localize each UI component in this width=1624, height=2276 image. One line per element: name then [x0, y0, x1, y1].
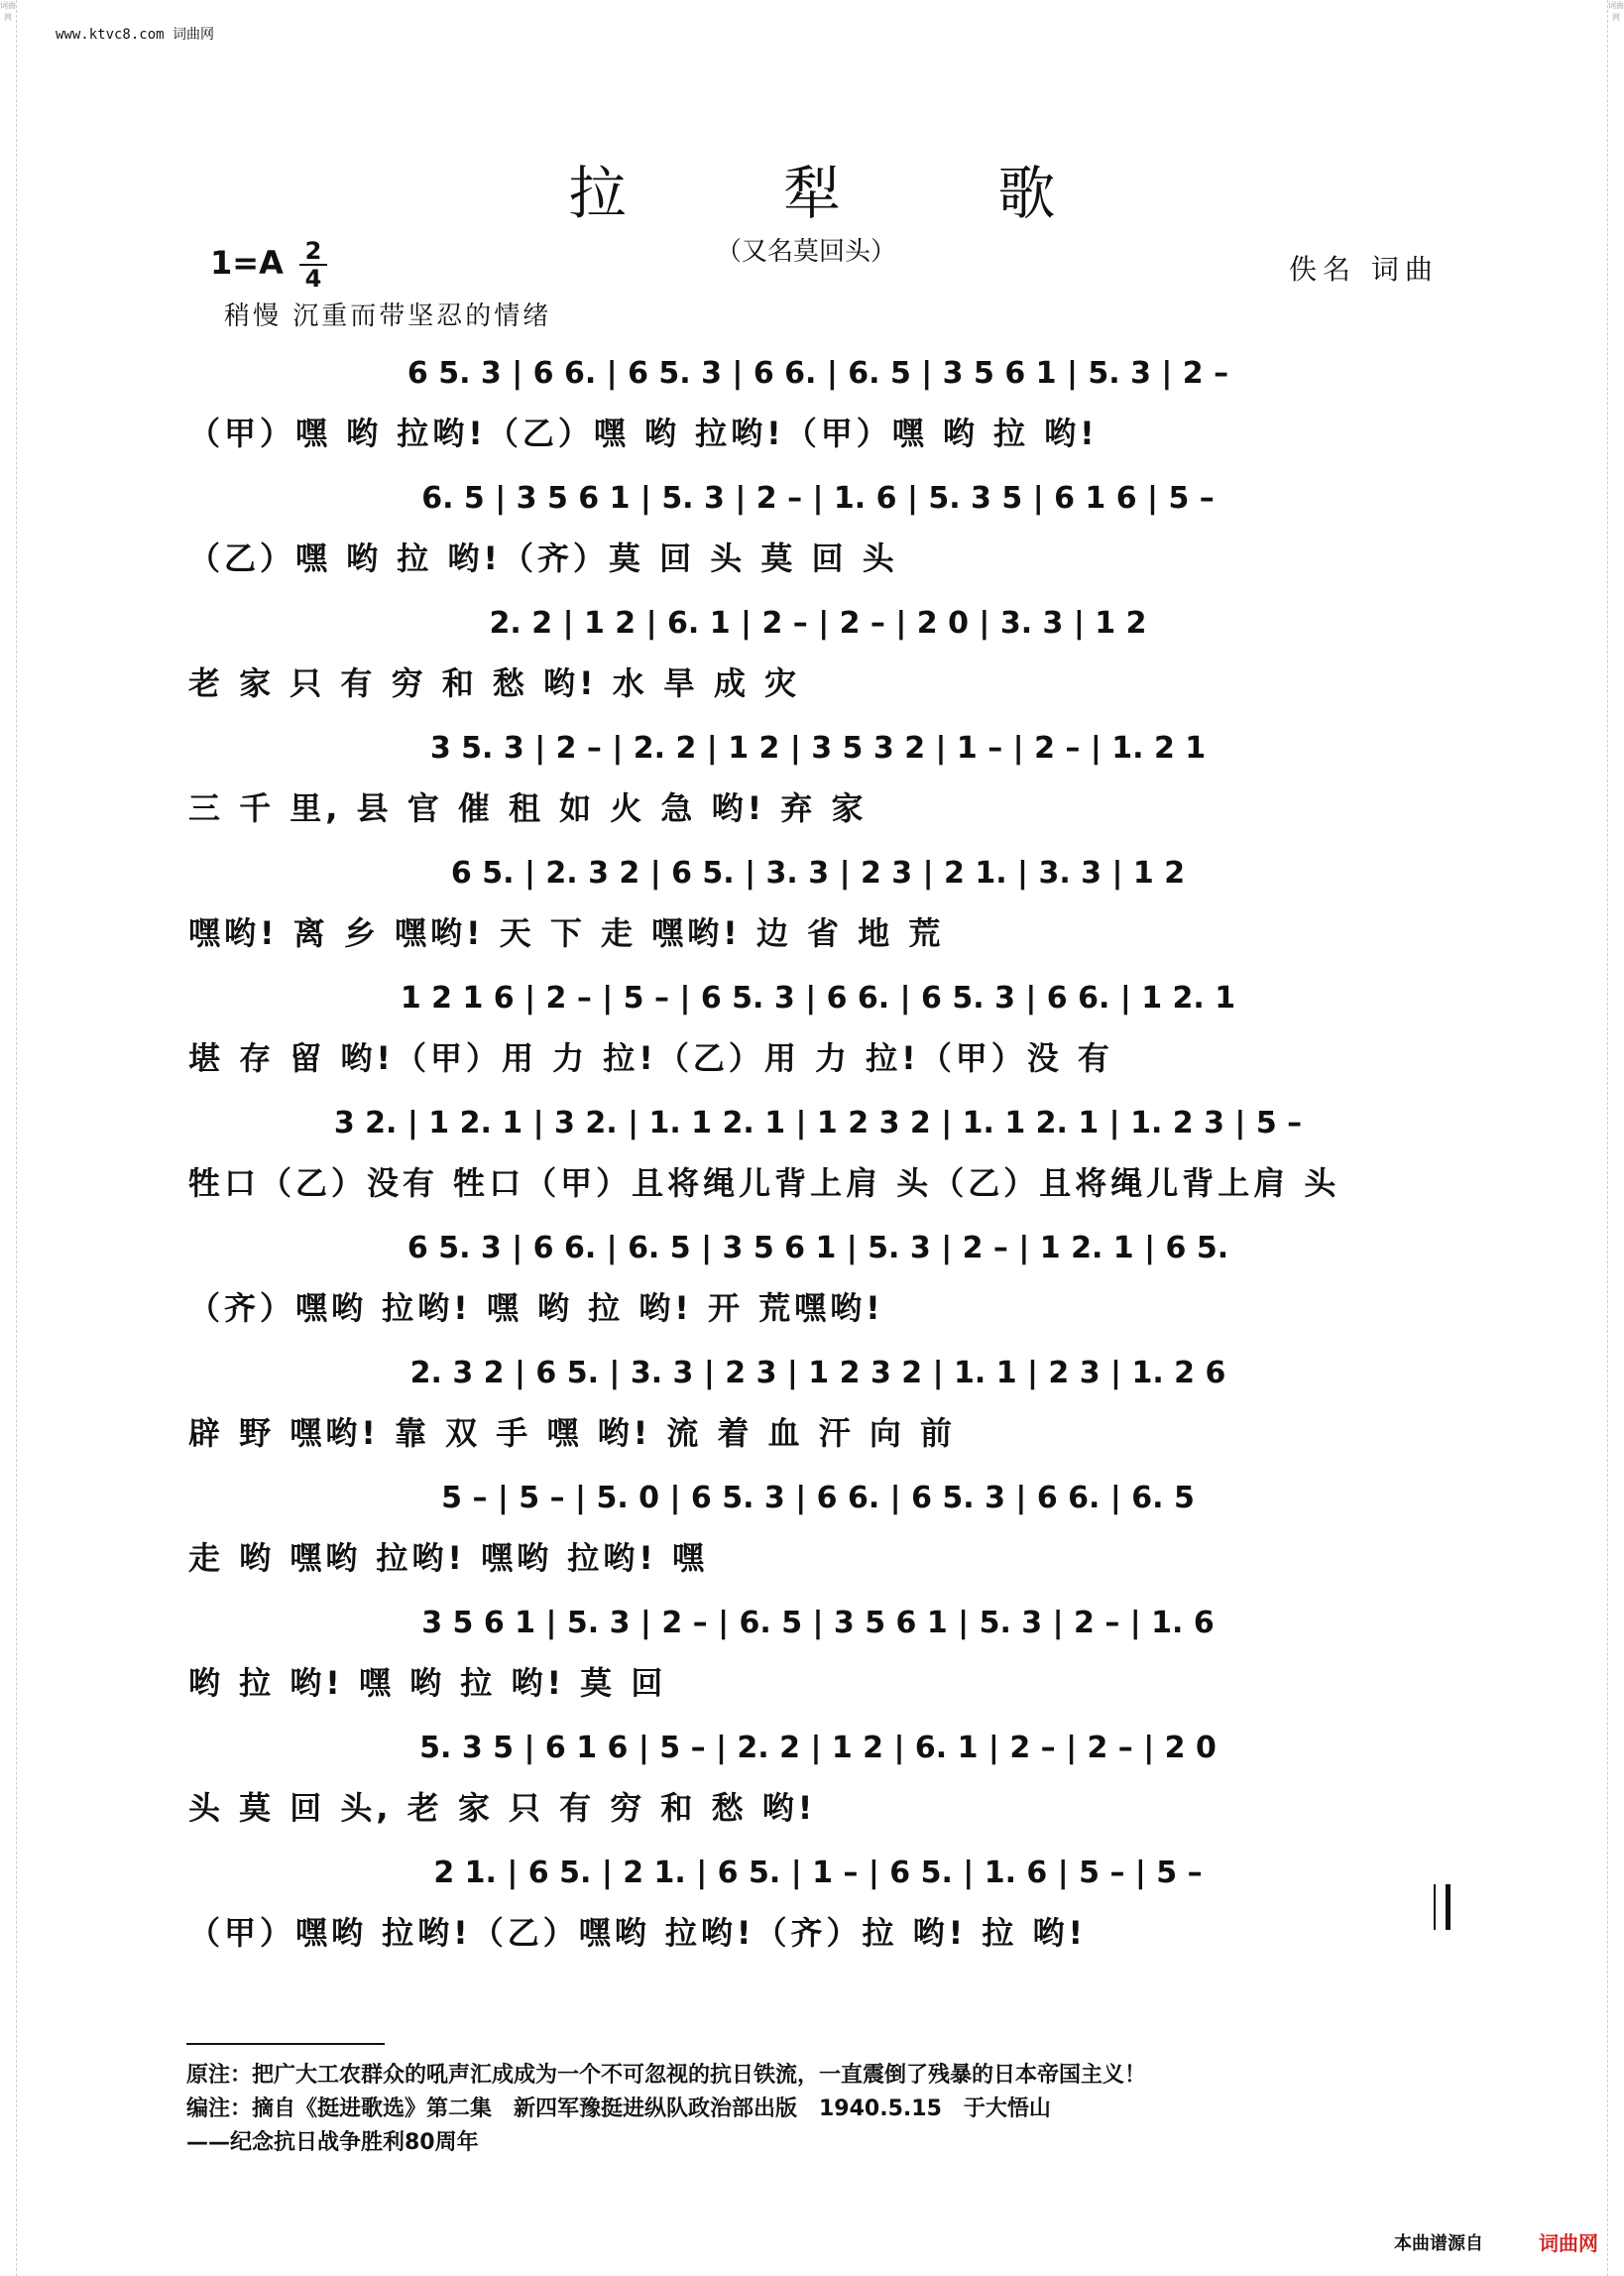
time-signature — [299, 238, 327, 292]
left-watermark-strip — [0, 0, 17, 2276]
tempo-marking: 稍慢 沉重而带坚忍的情绪 — [224, 301, 552, 331]
time-signature-top: 2 — [304, 237, 322, 265]
footnote-editor: 编注：摘自《挺进歌选》第二集 新四军豫挺进纵队政治部出版 1940.5.15 于大悟山 — [186, 2096, 1051, 2121]
notation-line: 6. 5 | 3 5 6 1 | 5. 3 | 2 – | 1. 6 | 5. 3 5 | 6 1 6 | 5 – — [421, 480, 1215, 516]
lyrics-line: 走 哟 嘿哟 拉哟! 嘿哟 拉哟! 嘿 — [188, 1539, 709, 1577]
notation-line: 5. 3 5 | 6 1 6 | 5 – | 2. 2 | 1 2 | 6. 1 | 2 – | 2 – | 2 0 — [419, 1730, 1217, 1765]
notation-line: 6 5. 3 | 6 6. | 6. 5 | 3 5 6 1 | 5. 3 | 2 – | 1 2. 1 | 6 5. — [406, 1230, 1229, 1265]
footnote-original: 原注：把广大工农群众的吼声汇成成为一个不可忽视的抗日铁流，一直震倒了残暴的日本帝国主义！ — [186, 2063, 1147, 2088]
source-label: 本曲谱源自 — [1394, 2233, 1483, 2254]
final-barline — [1434, 1884, 1450, 1930]
watermark-text: 词曲网 — [0, 1, 16, 22]
footnote-rule — [186, 2043, 385, 2045]
footnotes — [186, 2043, 1426, 2160]
lyrics-line: 辟 野 嘿哟! 靠 双 手 嘿 哟! 流 着 血 汗 向 前 — [188, 1414, 957, 1452]
lyrics-line: 堪 存 留 哟!（甲）用 力 拉!（乙）用 力 拉!（甲）没 有 — [188, 1039, 1113, 1077]
notation-line: 3 2. | 1 2. 1 | 3 2. | 1. 1 2. 1 | 1 2 3 2 | 1. 1 2. 1 | 1. 2 3 | 5 – — [333, 1105, 1303, 1140]
notation-line: 1 2 1 6 | 2 – | 5 – | 6 5. 3 | 6 6. | 6 5. 3 | 6 6. | 1 2. 1 — [400, 980, 1236, 1016]
notation-line: 5 – | 5 – | 5. 0 | 6 5. 3 | 6 6. | 6 5. 3 | 6 6. | 6. 5 — [441, 1480, 1195, 1515]
lyrics-line: （齐）嘿哟 拉哟! 嘿 哟 拉 哟! 开 荒嘿哟! — [188, 1289, 884, 1327]
time-signature-bottom: 4 — [299, 264, 327, 292]
site-url: www.ktvc8.com 词曲网 — [56, 27, 215, 43]
notation-line: 2 1. | 6 5. | 2 1. | 6 5. | 1 – | 6 5. | 1. 6 | 5 – | 5 – — [433, 1855, 1203, 1890]
notation-line: 2. 2 | 1 2 | 6. 1 | 2 – | 2 – | 2 0 | 3. 3 | 1 2 — [489, 605, 1147, 641]
key-signature: 1=A — [210, 244, 284, 282]
brand-logo[interactable]: 词曲网 — [1539, 2231, 1598, 2255]
song-title: 拉 犁 歌 — [568, 160, 1125, 227]
footnote-commemoration: ——纪念抗日战争胜利80周年 — [186, 2130, 479, 2155]
lyrics-line: 牲口（乙）没有 牲口（甲）且将绳儿背上肩 头（乙）且将绳儿背上肩 头 — [188, 1164, 1340, 1202]
lyrics-line: 三 千 里, 县 官 催 租 如 火 急 哟! 弃 家 — [188, 789, 868, 827]
song-subtitle: （又名莫回头） — [716, 237, 897, 267]
notation-line: 6 5. 3 | 6 6. | 6 5. 3 | 6 6. | 6. 5 | 3 5 6 1 | 5. 3 | 2 – — [406, 355, 1229, 391]
notation-line: 3 5 6 1 | 5. 3 | 2 – | 6. 5 | 3 5 6 1 | 5. 3 | 2 – | 1. 6 — [421, 1605, 1215, 1640]
lyrics-line: （乙）嘿 哟 拉 哟!（齐）莫 回 头 莫 回 头 — [188, 539, 898, 577]
lyrics-line: 老 家 只 有 穷 和 愁 哟! 水 旱 成 灾 — [188, 664, 801, 702]
song-credits: 佚名 词曲 — [1289, 253, 1439, 286]
notation-line: 6 5. | 2. 3 2 | 6 5. | 3. 3 | 2 3 | 2 1. | 3. 3 | 1 2 — [450, 855, 1186, 891]
notation-line: 3 5. 3 | 2 – | 2. 2 | 1 2 | 3 5 3 2 | 1 – | 2 – | 1. 2 1 — [429, 730, 1207, 766]
lyrics-line: （甲）嘿 哟 拉哟!（乙）嘿 哟 拉哟!（甲）嘿 哟 拉 哟! — [188, 415, 1099, 452]
right-watermark-strip — [1607, 0, 1624, 2276]
watermark-text: 词曲网 — [1608, 1, 1624, 22]
lyrics-line: 头 莫 回 头, 老 家 只 有 穷 和 愁 哟! — [188, 1789, 817, 1827]
lyrics-line: （甲）嘿哟 拉哟!（乙）嘿哟 拉哟!（齐）拉 哟! 拉 哟! — [188, 1914, 1088, 1952]
lyrics-line: 嘿哟! 离 乡 嘿哟! 天 下 走 嘿哟! 边 省 地 荒 — [188, 914, 945, 952]
lyrics-line: 哟 拉 哟! 嘿 哟 拉 哟! 莫 回 — [188, 1664, 667, 1702]
notation-line: 2. 3 2 | 6 5. | 3. 3 | 2 3 | 1 2 3 2 | 1. 1 | 2 3 | 1. 2 6 — [409, 1355, 1226, 1390]
